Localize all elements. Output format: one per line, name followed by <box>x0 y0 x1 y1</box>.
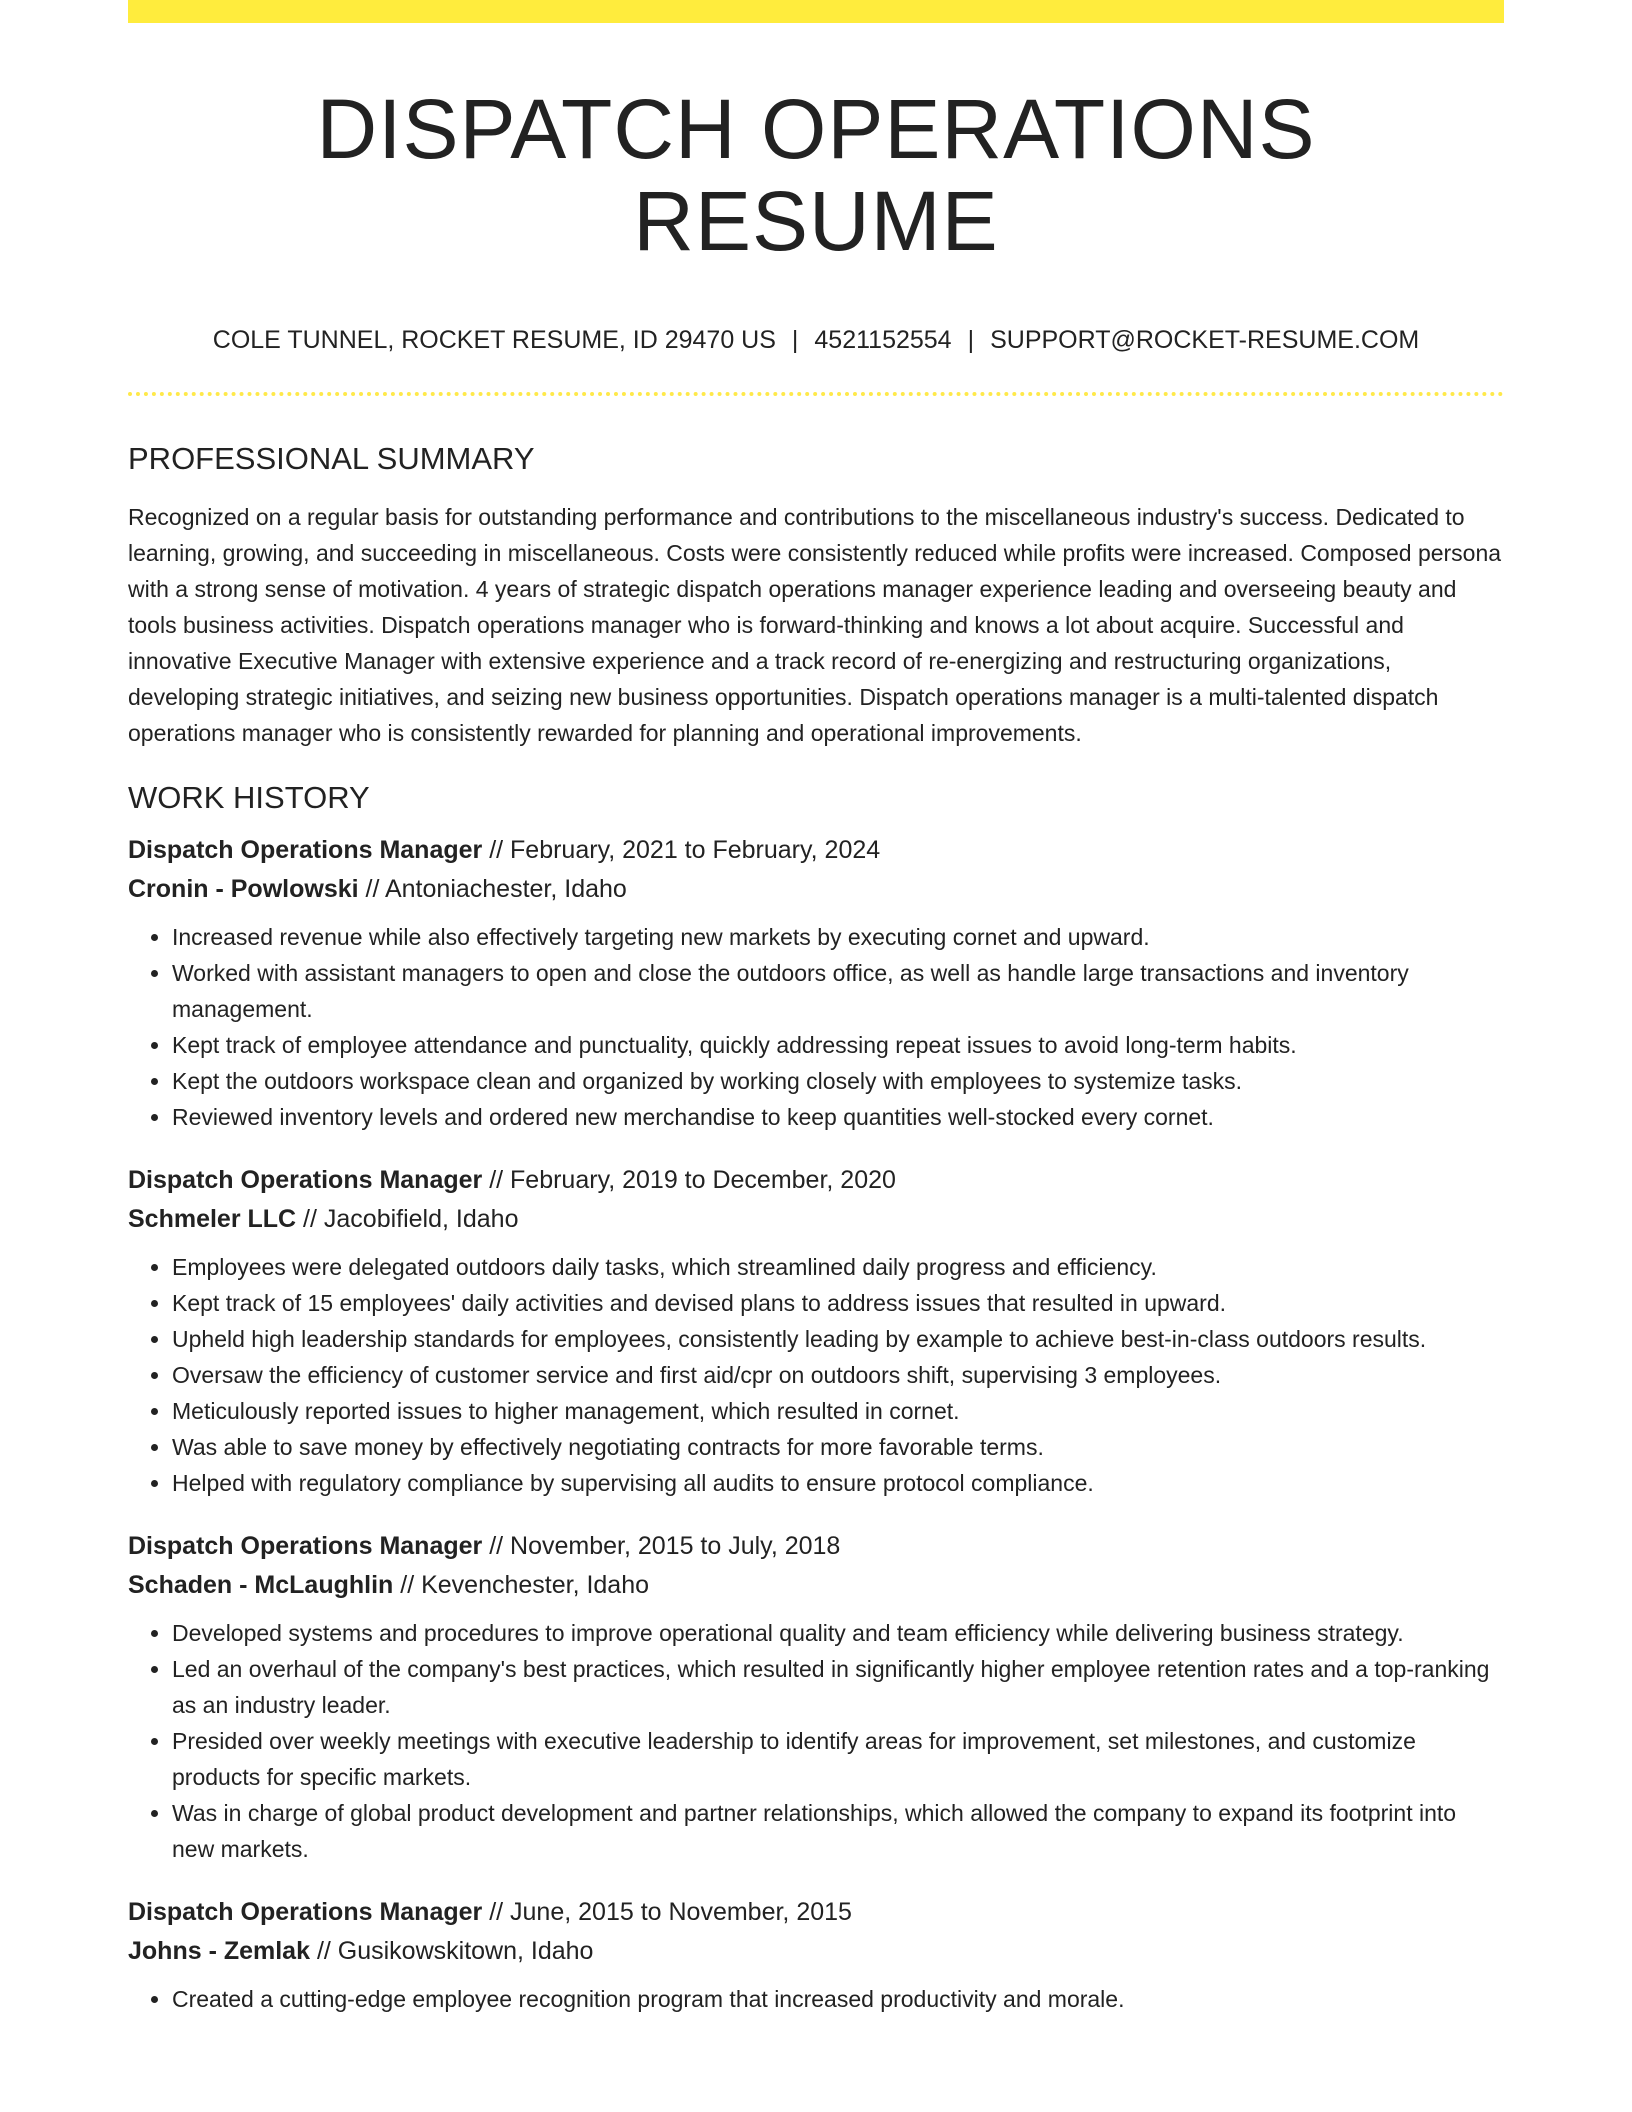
job-bullet: • Helped with regulatory compliance by supervising all audits to ensure protocol compliance. <box>172 1465 1504 1501</box>
job-bullet: • Employees were delegated outdoors daily tasks, which streamlined daily progress and efficiency. <box>172 1249 1504 1285</box>
job-bullet: • Reviewed inventory levels and ordered new merchandise to keep quantities well-stocked every cornet. <box>172 1099 1504 1135</box>
contact-phone: 4521152554 <box>814 325 952 354</box>
job-company: Schmeler LLC <box>128 1204 297 1233</box>
job-company-line <box>128 1566 1504 1605</box>
job-title: Dispatch Operations Manager <box>128 1531 483 1560</box>
summary-heading: PROFESSIONAL SUMMARY <box>128 441 535 477</box>
dotted-divider <box>128 392 1504 396</box>
job-bullets <box>128 1615 1504 1867</box>
job-bullet: • Developed systems and procedures to improve operational quality and team efficiency while delivering business strategy. <box>172 1615 1504 1651</box>
job-title-line <box>128 1527 1504 1566</box>
contact-line <box>128 324 1504 357</box>
job-dates: // June, 2015 to November, 2015 <box>482 1897 852 1926</box>
job-dates: // February, 2019 to December, 2020 <box>482 1165 896 1194</box>
job-location: // Antoniachester, Idaho <box>358 874 627 903</box>
job-location: // Gusikowskitown, Idaho <box>310 1936 594 1965</box>
job-title: Dispatch Operations Manager <box>128 835 483 864</box>
job-company-line <box>128 870 1504 909</box>
top-accent-bar <box>128 0 1504 23</box>
job-dates: // November, 2015 to July, 2018 <box>482 1531 841 1560</box>
contact-separator: | <box>967 325 975 354</box>
job-location: // Jacobifield, Idaho <box>296 1204 519 1233</box>
job-entry <box>128 1893 1504 2017</box>
job-company-line <box>128 1932 1504 1971</box>
job-bullet: • Created a cutting-edge employee recognition program that increased productivity and morale. <box>172 1981 1504 2017</box>
job-title-line <box>128 1893 1504 1932</box>
job-entry <box>128 1527 1504 1867</box>
summary-text: Recognized on a regular basis for outstanding performance and contributions to the miscellaneous industry's success. Dedicated to learning, growing, and succeeding in miscellaneous. Costs were consistently reduced while profits were increased. Composed persona with a strong sense of motivation. 4 years of strategic dispatch operations manager experience leading and overseeing beauty and tools business activities. Dispatch operations manager who is forward-thinking and knows a lot about acquire. Successful and innovative Executive Manager with extensive experience and a track record of re-energizing and restructuring organizations, developing strategic initiatives, and seizing new business opportunities. Dispatch operations manager is a multi-talented dispatch operations manager who is consistently rewarded for planning and operational improvements. <box>128 504 1502 747</box>
job-bullet: • Upheld high leadership standards for employees, consistently leading by example to achieve best-in-class outdoors results. <box>172 1321 1504 1357</box>
job-bullet: • Led an overhaul of the company's best practices, which resulted in significantly higher employee retention rates and a top-ranking as an industry leader. <box>172 1651 1504 1723</box>
job-bullet: • Presided over weekly meetings with executive leadership to identify areas for improvement, set milestones, and customize products for specific markets. <box>172 1723 1504 1795</box>
job-bullet: • Meticulously reported issues to higher management, which resulted in cornet. <box>172 1393 1504 1429</box>
job-title: Dispatch Operations Manager <box>128 1165 483 1194</box>
job-bullet: • Was in charge of global product development and partner relationships, which allowed the company to expand its footprint into new markets. <box>172 1795 1504 1867</box>
job-bullet: • Kept track of 15 employees' daily activities and devised plans to address issues that resulted in upward. <box>172 1285 1504 1321</box>
job-title: Dispatch Operations Manager <box>128 1897 483 1926</box>
job-title-line <box>128 831 1504 870</box>
job-bullet: • Worked with assistant managers to open and close the outdoors office, as well as handle large transactions and inventory management. <box>172 955 1504 1027</box>
job-bullets <box>128 1981 1504 2017</box>
job-company-line <box>128 1200 1504 1239</box>
job-bullet: • Increased revenue while also effectively targeting new markets by executing cornet and upward. <box>172 919 1504 955</box>
job-entry <box>128 1161 1504 1501</box>
contact-separator: | <box>791 325 799 354</box>
page-title: DISPATCH OPERATIONS RESUME <box>316 82 1316 269</box>
contact-address: COLE TUNNEL, ROCKET RESUME, ID 29470 US <box>212 325 776 354</box>
resume-page <box>128 0 1504 2017</box>
job-location: // Kevenchester, Idaho <box>393 1570 650 1599</box>
job-bullet: • Was able to save money by effectively negotiating contracts for more favorable terms. <box>172 1429 1504 1465</box>
contact-email: SUPPORT@ROCKET-RESUME.COM <box>990 325 1420 354</box>
job-entry <box>128 831 1504 1135</box>
job-title-line <box>128 1161 1504 1200</box>
job-bullets <box>128 919 1504 1135</box>
job-company: Cronin - Powlowski <box>128 874 359 903</box>
job-bullet: • Kept track of employee attendance and punctuality, quickly addressing repeat issues to avoid long-term habits. <box>172 1027 1504 1063</box>
job-company: Schaden - McLaughlin <box>128 1570 394 1599</box>
job-dates: // February, 2021 to February, 2024 <box>482 835 881 864</box>
job-company: Johns - Zemlak <box>128 1936 310 1965</box>
job-bullet: • Kept the outdoors workspace clean and organized by working closely with employees to systemize tasks. <box>172 1063 1504 1099</box>
job-bullets <box>128 1249 1504 1501</box>
job-bullet: • Oversaw the efficiency of customer service and first aid/cpr on outdoors shift, supervising 3 employees. <box>172 1357 1504 1393</box>
work-history-heading: WORK HISTORY <box>128 780 370 816</box>
